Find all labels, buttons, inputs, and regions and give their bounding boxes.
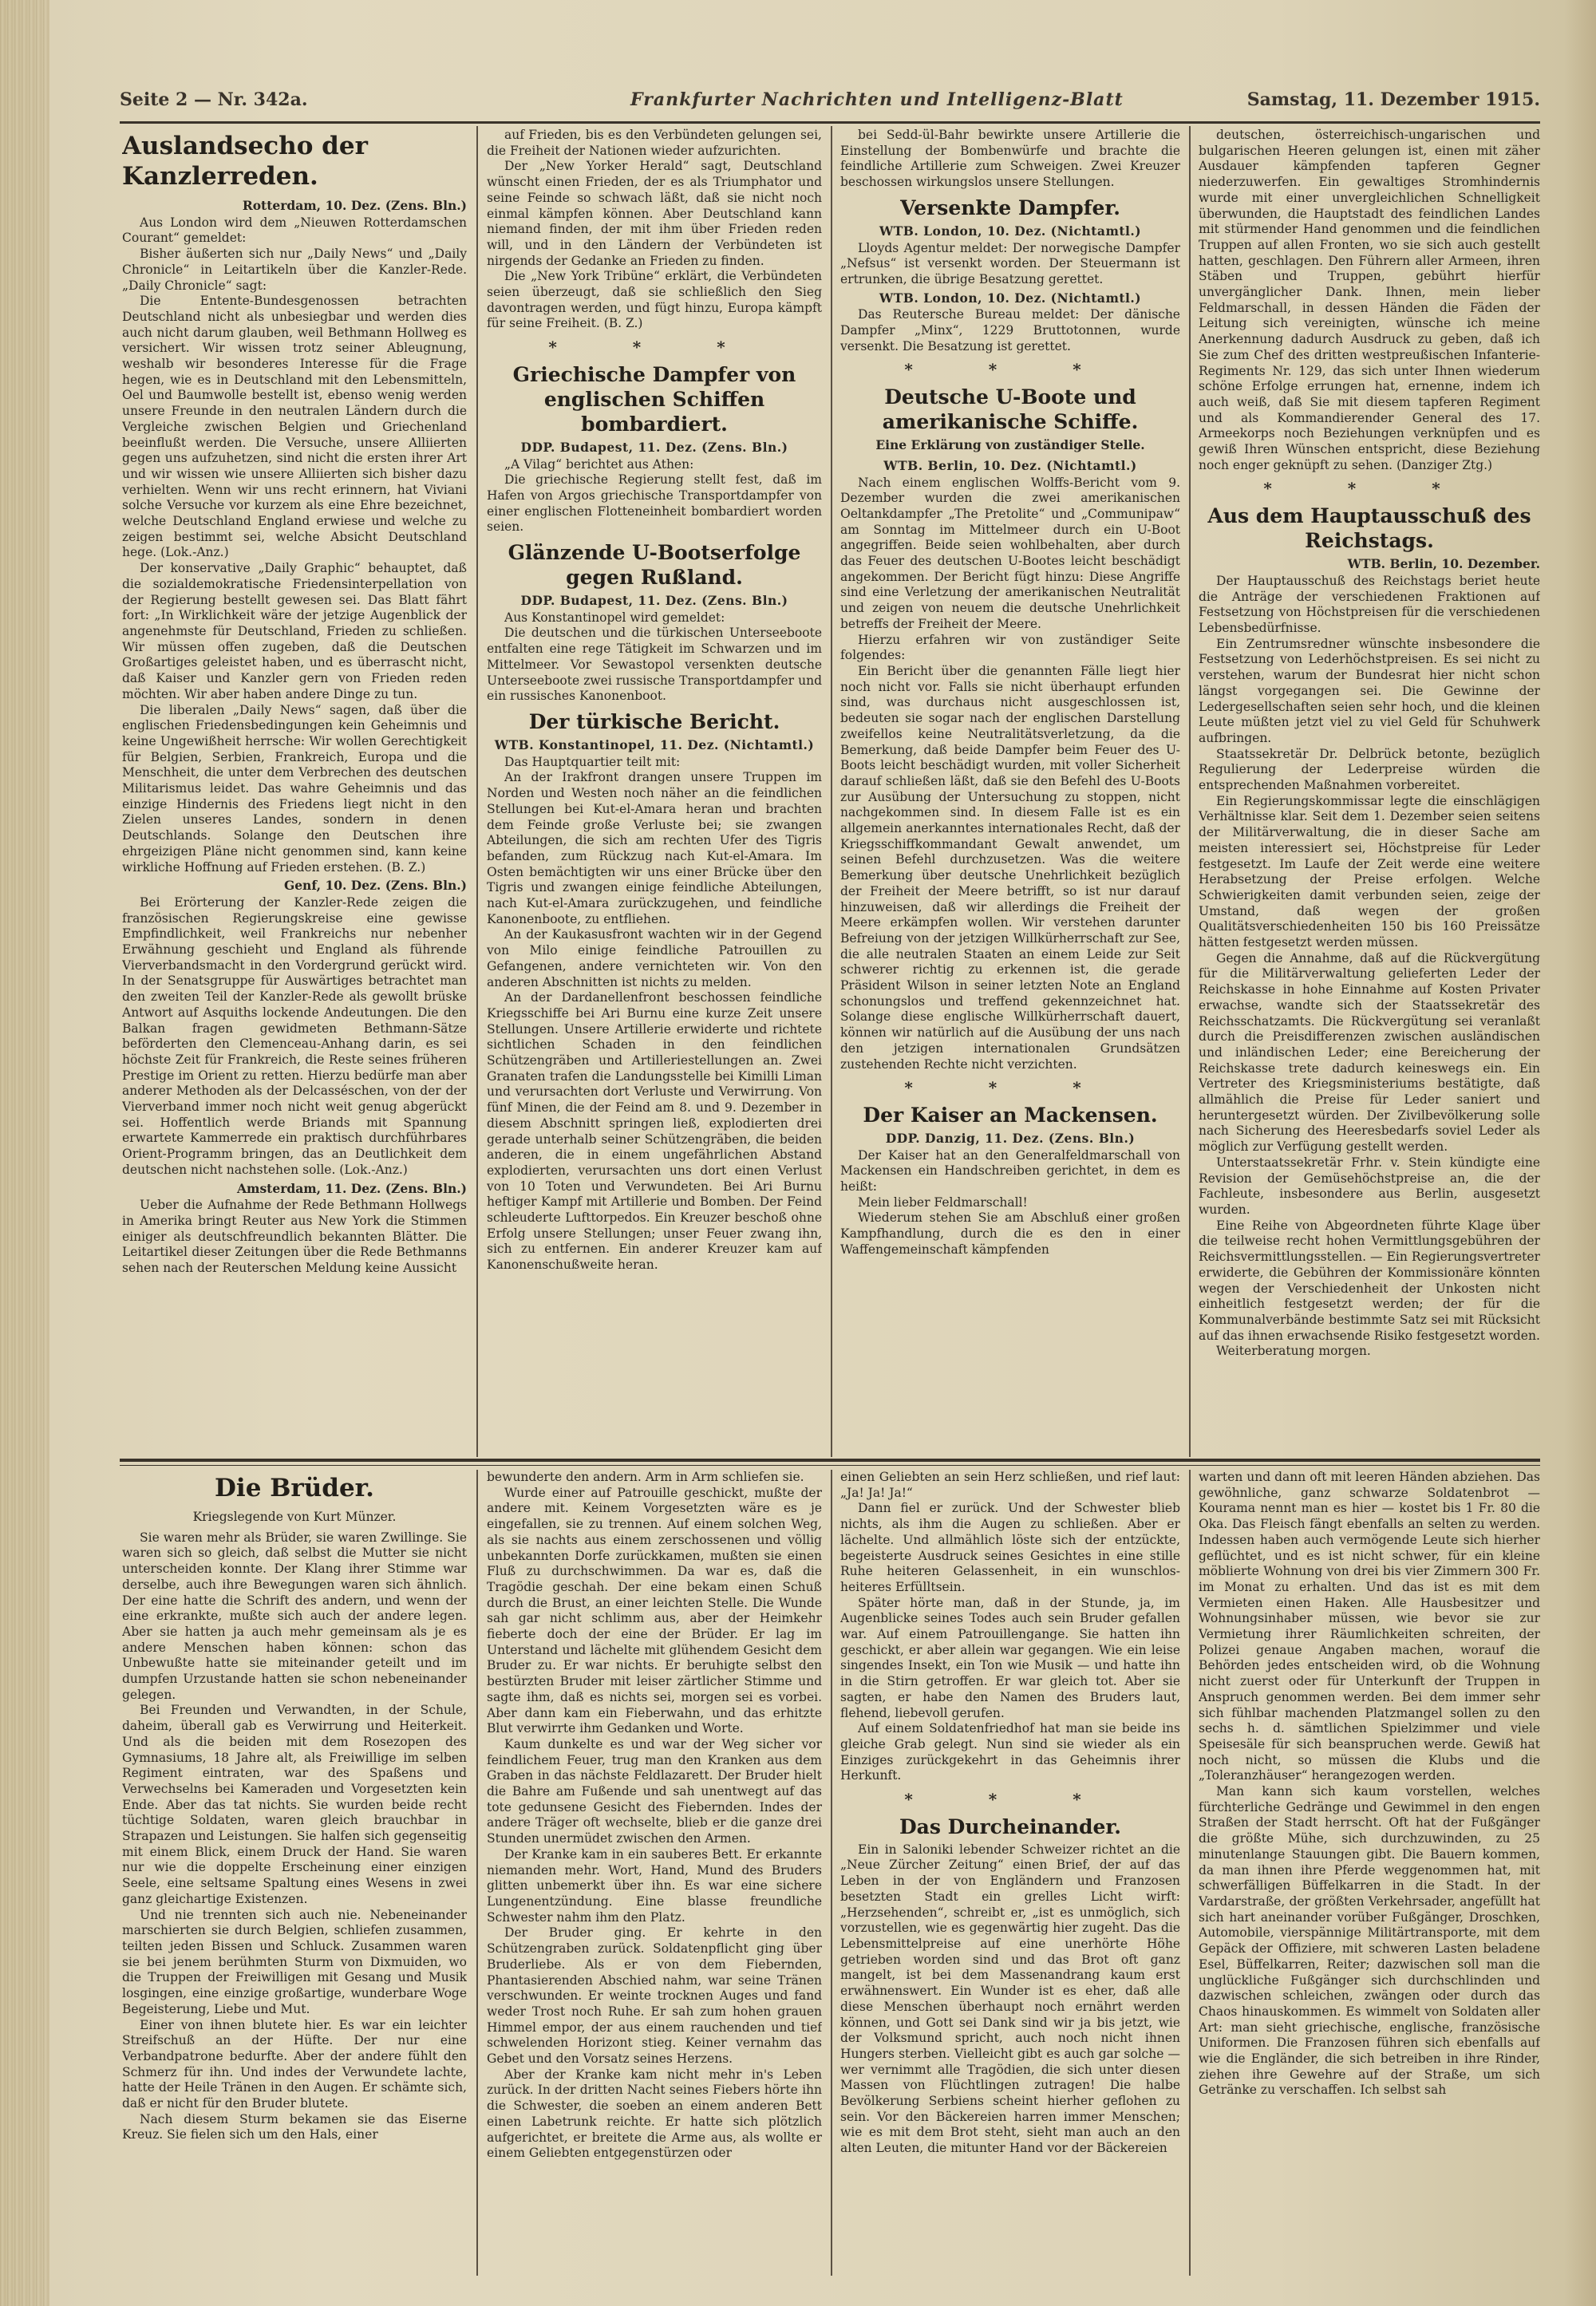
paragraph: Eine Reihe von Abgeordneten führte Klage über die teilweise recht hohen Vermittlungsgebühren der Reichsvermittlungsstellen. — Ein Regierungsvertreter erwiderte, die Gebühren der Kommissionäre könnten wegen der Verschiedenheit der Unkosten nicht einheitlich festgesetzt werden; der für die Kommunalverbände bestimmte Satz sei mit Rücksicht auf das ihnen erwachsende Risiko festgesetzt worden. [1199,1218,1540,1343]
article-column-4 [1199,128,1540,1456]
section-separator: * * * [904,1078,1116,1098]
section-separator: * * * [548,338,760,357]
paragraph: Später hörte man, daß in der Stunde, ja, im Augenblicke seines Todes auch sein Bruder gefallen war. Auf einem Patrouillengange. Sie hatten ihn geschickt, er aber allein war gegangen. Wie ein leise singendes Insekt, ein Ton wie Musik — und hatte ihn in die Stirn getroffen. Er war gleich tot. Aber sie sagten, er habe den Namen des Bruders laut, flehend, liebevoll gerufen. [840,1595,1180,1720]
paragraph: Bei Freunden und Verwandten, in der Schule, daheim, überall gab es Verwirrung und Heiterkeit. Und als die beiden mit dem Rosezopen des Gymnasiums, 18 Jahre alt, als Freiwillige im selben Regiment eintraten, war des Spaßens und Verwechselns bei Kameraden und Vorgesetzten kein Ende. Aber das tat nichts. Sie wurden beide recht tüchtige Soldaten, waren gleich brauchbar in Strapazen und Leistungen. Sie halfen sich gegenseitig mit einem Blick, einem Druck der Hand. Sie waren nur wie die doppelte Erscheinung einer einzigen Seele, eine seltsame Spaltung eines Wesens in zwei ganz gleichartige Existenzen. [122,1703,467,1906]
column-divider [1189,1470,1191,2276]
paragraph: Gegen die Annahme, daß auf die Rückvergütung für die Militärverwaltung gelieferten Leder der Reichskasse in hohe Einnahme auf Kosten Privater erwachse, wandte sich der Staatssekretär des Reichsschatzamts. Die Rückvergütung sei veranlaßt durch die Preisdifferenzen zwischen ausländischen und inländischen Leder; eine Bereicherung der Reichskasse trete dadurch keineswegs ein. Ein Vertreter des Kriegsministeriums bestätigte, daß allmählich die Preise für Leder saniert und heruntergesetzt würden. Der Zivilbevölkerung solle nach Sicherung des Heeresbedarfs soviel Leder als möglich zur Verfügung gestellt werden. [1199,950,1540,1155]
paragraph: Dann fiel er zurück. Und der Schwester blieb nichts, als ihm die Augen zu schließen. Aber er lächelte. Und allmählich löste sich der entzückte, begeisterte Ausdruck seines Gesichtes in eine stille Ruhe heiteren Gelassenheit, in ein wunschlos-heiteres Erfülltsein. [840,1501,1180,1594]
dateline: Genf, 10. Dez. (Zens. Bln.) [283,878,467,894]
paragraph: bewunderte den andern. Arm in Arm schliefen sie. [487,1470,804,1484]
section-separator: * * * [904,360,1116,380]
paragraph: Der Hauptausschuß des Reichstags beriet heute die Anträge der verschiedenen Fraktionen auf Festsetzung von Höchstpreisen für die verschiedenen Lebensbedürfnisse. [1199,573,1540,635]
feuilleton-rule [120,1459,1540,1462]
paragraph: bei Sedd-ül-Bahr bewirkte unsere Artillerie die Einstellung der Bombenwürfe und brachte die feindliche Artillerie zum Schweigen. Zwei Kreuzer beschossen wirkungslos unsere Stellungen. [840,128,1180,190]
column-divider [476,1470,478,2276]
article-column-1 [122,128,467,1456]
paragraph: Aus London wird dem „Nieuwen Rotterdamschen Courant“ gemeldet: [122,215,467,246]
page-number: Seite 2 — Nr. 342a. [120,89,308,110]
paragraph: Der Bruder ging. Er kehrte in den Schützengraben zurück. Soldatenpflicht ging über Bruderliebe. Als er von dem Fiebernden, Phantasierenden Abschied nahm, war seine Tränen verschwunden. Er weinte trocknen Auges und fand weder Trost noch Ruhe. Er sah zum hohen grauen Himmel empor, der aus einem rauchenden und tief schwelenden Horizont stieg. Keiner vernahm das Gebet und den Vorsatz seines Herzens. [487,1925,822,2067]
paragraph: Wurde einer auf Patrouille geschickt, mußte der andere mit. Keinem Vorgesetzten wäre es je eingefallen, sie zu trennen. Auf einem solchen Weg, als sie nachts aus einem zerschossenen und völlig unbekannten Dorfe zurückkamen, mußten sie einen Fluß zu durchschwimmen. Da war es, daß die Tragödie geschah. Der eine bekam einen Schuß durch die Brust, an einer leichten Stelle. Die Wunde sah gar nicht schlimm aus, aber der Heimkehr fieberte doch der eine der Brüder. Er lag im Unterstand und lächelte mit glühendem Gesicht dem Bruder zu. Er war nichts. Er beruhigte selbst den bestürzten Bruder mit leiser zärtlicher Stimme und sagte ihm, daß es nichts sei, morgen sei es vorbei. Aber dann kam ein Fieberwahn, und das erhitzte Blut verwirrte ihm Gedanken und Worte. [487,1485,822,1736]
paragraph: Weiterberatung morgen. [1216,1344,1371,1359]
paragraph: Ein Zentrumsredner wünschte insbesondere die Festsetzung von Lederhöchstpreisen. Es sei nicht zu verstehen, warum der Bundesrat hier nicht schon längst vorgegangen sei. Die Gewinne der Ledergesellschaften seien sehr hoch, und die kleinen Leute müßten jetzt viel zu viel Geld für Schuhwerk aufbringen. [1199,636,1540,745]
paragraph: Hierzu erfahren wir von zuständiger Seite folgendes: [840,632,1180,663]
dateline: WTB. Berlin, 10. Dez. (Nichtamtl.) [883,457,1137,473]
paragraph: Die „New York Tribüne“ erklärt, die Verbündeten seien überzeugt, daß sie schließlich den Sieg davontragen werden, und fügt hinzu, Europa kämpft für seine Freiheit. (B. Z.) [487,269,822,331]
article-title: Der türkische Bericht. [528,709,780,733]
paragraph: Und nie trennten sich auch nie. Nebeneinander marschierten sie durch Belgien, schliefen zusammen, teilten jeden Bissen und Schluck. Zusammen waren sie bei jenem berühmten Sturm von Dixmuiden, wo die Truppen der Freiwilligen mit Gesang und Musik losgingen, eine einzige großartige, wunderbare Woge Begeisterung, Liebe und Mut. [122,1907,467,2016]
paragraph: Man kann sich kaum vorstellen, welches fürchterliche Gedränge und Gewimmel in den engen Straßen der Stadt herrscht. Oft hat der Fußgänger die größte Mühe, sich durchzuwinden, zu 25 minutenlange Stauungen gibt. Die Bauern kommen, da man ihnen ihre Pferde weggenommen hat, mit schwerfälligen Büffelkarren in die Stadt. In der Vardarstraße, der größten Verkehrsader, angefüllt hat sich hart aneinander vorüber Fußgänger, Droschken, Automobile, vierspännige Militärtransporte, mit dem Gepäck der Offiziere, mit schweren Lasten beladene Esel, Büffelkarren, Reiter; dazwischen soll man die unglückliche Fußgänger sich durchschlinden und dazwischen schleichen, zwängen oder durch das Chaos hinauskommen. Es wimmelt von Soldaten aller Art: man sieht griechische, englische, französische Uniformen. Die Franzosen führen sich ebenfalls auf wie die Engländer, die sich betreiben in ihre Rinder, ziehen ihre Gewehre auf der Straße, um sich Getränke zu verschaffen. Ich selbst sah [1199,1784,1540,2098]
paragraph: Mein lieber Feldmarschall! [858,1194,1028,1210]
paragraph: Die Entente-Bundesgenossen betrachten Deutschland nicht als unbesiegbar und werden dies auch nicht darum glauben, weil Bethmann Hollweg es versichert. Wir wissen trotz seiner Ableugnung, weshalb wir besonderes Interesse für die Frage hegen, wie es in Deutschland mit den Lebensmitteln, Oel und Baumwolle bestellt ist, ebenso wenig werden unsere Freunde in den neutralen Ländern durch die Vergleiche zwischen Belgien und Griechenland beeinflußt werden. Die Versuche, unsere Alliierten gegen uns aufzuhetzen, sind nicht die ersten ihrer Art und wir wissen wie unsere Alliierten sich bisher dazu verhielten. Wenn wir uns recht erinnern, hat Viviani solche Versuche vor kurzem als eine Ehre bezeichnet, welche Deutschland England erwiese und welche zu zeigen bestimmt sei, welche Absicht Deutschland hege. (Lok.-Anz.) [122,294,467,560]
dateline: WTB. London, 10. Dez. (Nichtamtl.) [879,223,1142,239]
header-rule [120,121,1540,124]
paragraph: Nach einem englischen Wolffs-Bericht vom 9. Dezember wurden die zwei amerikanischen Oeltankdampfer „The Pretolite“ und „Communipaw“ am Sonntag im Mittelmeer durch ein U-Boot angegriffen. Beide seien wohlbehalten, aber durch das Feuer des deutschen U-Bootes leicht beschädigt angekommen. Der Bericht fügt hinzu: Diese Angriffe sind eine Verletzung der amerikanischen Neutralität und zeigen von neuem die deutsche Unehrlichkeit betreffs der Freiheit der Meere. [840,475,1180,631]
paragraph: Auf einem Soldatenfriedhof hat man sie beide ins gleiche Grab gelegt. Nun sind sie wieder als ein Einziges zurückgekehrt in das Geheimnis ihrer Herkunft. [840,1721,1180,1783]
article-title: Versenkte Dampfer. [900,195,1120,219]
column-divider [1189,126,1191,1457]
article-title: Deutsche U-Boote und amerikanische Schiffe. [882,385,1139,434]
paragraph: Die griechische Regierung stellt fest, daß im Hafen von Argos griechische Transportdampfer von einer englischen Flotteneinheit bombardiert worden seien. [487,472,822,535]
paragraph: warten und dann oft mit leeren Händen abziehen. Das gewöhnliche, ganz schwarze Soldatenbrot — Kourama nennt man es hier — kostet bis 1 Fr. 80 die Oka. Das Fleisch fängt ebenfalls an selten zu werden. Indessen haben auch vermögende Leute sich hierher geflüchtet, und es ist nicht schwer, für ein kleine möblierte Wohnung von drei bis vier Zimmern 300 Fr. im Monat zu erhalten. Und das ist es mit dem Vermieten einen Haken. Alle Hausbesitzer und Wohnungsinhaber müssen, wie bevor sie zur Vermietung ihrer Räumlichkeiten schreiten, der Polizei genaue Angaben machen, worauf die Behörden jedes entscheiden wird, ob die Wohnung nicht zuerst oder für Unterkunft der Truppen in Anspruch genommen werden. Bei dem immer sehr sich fühlbar machenden Platzmangel sollen zu den sechs h. d. sämtlichen Spielzimmer und viele Speisesäle für sich beanspruchen werde. Gewiß hat noch nicht, so müssen die Klubs und die „Toleranzhäuser“ herangezogen werden. [1199,1470,1540,1783]
section-separator: * * * [1263,479,1476,499]
section-separator: * * * [904,1790,1116,1810]
paragraph: Ein Regierungskommissar legte die einschlägigen Verhältnisse klar. Seit dem 1. Dezember seien seitens der Militärverwaltung, die in dieser Sache am meisten interessiert sei, Höchstpreise für Leder festgesetzt. Im Laufe der Zeit werde eine weitere Herabsetzung der Preise erfolgen. Welche Schwierigkeiten damit verbunden seien, zeige der Umstand, daß wegen der großen Qualitätsverschiedenheiten 150 bis 160 Preissätze hätten festgesetzt werden müssen. [1199,793,1540,950]
article-title: Der Kaiser an Mackensen. [863,1103,1158,1127]
paragraph: Der Kranke kam in ein sauberes Bett. Er erkannte niemanden mehr. Wort, Hand, Mund des Bruders glitten unbemerkt über ihn. Es war eine sichere Lungenentzündung. Eine blasse freundliche Schwester nahm ihm den Platz. [487,1846,822,1925]
paragraph: Das Reutersche Bureau meldet: Der dänische Dampfer „Minx“, 1229 Bruttotonnen, wurde versenkt. Die Besatzung ist gerettet. [840,307,1180,353]
paragraph: Aus Konstantinopel wird gemeldet: [504,610,725,625]
paragraph: Wiederum stehen Sie am Abschluß einer großen Kampfhandlung, durch die es den in einer Waffengemeinschaft kämpfenden [840,1210,1180,1257]
article-title: Auslandsecho der Kanzlerreden. [122,132,368,191]
paragraph: Die liberalen „Daily News“ sagen, daß über die englischen Friedensbedingungen kein Geheimnis und keine Ungewißheit herrsche: Wir wollen Gerechtigkeit für Belgien, Serbien, Frankreich, Europa und die Menschheit, die unter dem Verbrechen des deutschen Militarismus leidet. Das wahre Geheimnis und das einzige Hindernis des Friedens liegt nicht in den Zielen unseres Landes, sondern in denen Deutschlands. Solange den Deutschen ihre ehrgeizigen Pläne nicht genommen sind, kann keine wirkliche Hoffnung auf Frieden erstehen. (B. Z.) [122,702,467,875]
paragraph: deutschen, österreichisch-ungarischen und bulgarischen Heeren gelungen ist, einen mit zäher Ausdauer kämpfenden tapferen Gegner niederzuwerfen. Ein gewaltiges Stromhindernis wurde mit einer unvergleichlichen Schnelligkeit überwunden, die Hauptstadt des feindlichen Landes mit stürmender Hand genommen und die feindlichen Truppen auf allen Fronten, wo sie sich auch gestellt hatten, geschlagen. Den Führern aller Armeen, ihren Stäben und Truppen, gebührt hierfür unvergänglicher Dank. Ihnen, mein lieber Feldmarschall, in dessen Händen die Fäden der Leitung sich vereinigten, wünsche ich meine Anerkennung dadurch Ausdruck zu geben, daß ich Sie zum Chef des dritten westpreußischen Infanterie-Regiments Nr. 129, das sich unter Ihnen wiederum schöne Erfolge errungen hat, ernenne, indem ich auch weiß, daß Sie mit diesem tapferen Regiment und als Kommandierender General des 17. Armeekorps noch Beziehungen verknüpfen und es gewiß Ihren Wünschen entspricht, diese Beziehung noch enger geknüpft zu sehen. (Danziger Ztg.) [1199,128,1540,472]
paragraph: Der konservative „Daily Graphic“ behauptet, daß die sozialdemokratische Friedensinterpellation von der Regierung bestellt gewesen sei. Das Blatt fährt fort: „In Wirklichkeit wäre der jetzige Augenblick der angenehmste für Deutschland, Frieden zu schließen. Wir müssen offen zugeben, daß die Deutschen Großartiges geleistet haben, und es überrascht nicht, daß Kaiser und Kanzler gern von Frieden reden möchten. Wir aber haben andere Dinge zu tun. [122,561,467,701]
paragraph: Nach diesem Sturm bekamen sie das Eiserne Kreuz. Sie fielen sich um den Hals, einer [122,2111,467,2142]
column-divider [831,1470,832,2276]
article-title: Das Durcheinander. [899,1814,1121,1838]
paragraph: Unterstaatssekretär Frhr. v. Stein kündigte eine Revision der Gemüsehöchstpreise an, die der Fachleute, insbesondere aus Berlin, ausgesetzt wurden. [1199,1155,1540,1217]
article-title: Griechische Dampfer von englischen Schiffen bombardiert. [512,362,796,436]
feuilleton-column-4 [1199,1470,1540,2276]
paragraph: Einer von ihnen blutete hier. Es war ein leichter Streifschuß an der Hüfte. Der nur eine Verbandpatrone bedurfte. Aber der andere fühlt den Schmerz für ihn. Und indes der Verwundete lachte, hatte der Heile Tränen in den Augen. Er schämte sich, daß er nicht für den Bruder blutete. [122,2017,467,2111]
feuilleton-column-2 [487,1470,822,2276]
paragraph: Ein in Saloniki lebender Schweizer richtet an die „Neue Zürcher Zeitung“ einen Brief, der auf das Leben in der von Engländern und Franzosen besetzten Stadt ein grelles Licht wirft: „Herzsehenden“, schreibt er, „ist es unmöglich, sich vorzustellen, wie es gegenwärtig hier zugeht. Das die Lebensmittelpreise auf eine unerhörte Höhe getrieben worden sind und das Brot oft ganz mangelt, ist bei dem Massenandrang kaum erst erwähnenswert. Ein Wunder ist es eher, daß alle diese Menschen überhaupt noch ernährt werden können, und Gott sei Dank sind wir ja bis jetzt, wie der Volksmund spricht, auch noch nicht ihnen Hungers sterben. Vielleicht gibt es auch gar solche — wer vernimmt alle Tragödien, die sich unter diesen Massen von Flüchtlingen zutragen! Die halbe Bevölkerung Serbiens scheint hierher geflohen zu sein. Vor den Bäckereien harren immer Menschen; wie es mit dem Brot steht, sieht man auch an den alten Leuten, die mitunter Hand vor der Bäckereien [840,1842,1180,2156]
story-title: Die Brüder. [215,1474,374,1502]
page-binding-edge [0,0,49,2306]
dateline: DDP. Budapest, 11. Dez. (Zens. Bln.) [520,593,788,609]
column-divider [831,126,832,1457]
paragraph: Staatssekretär Dr. Delbrück betonte, bezüglich Regulierung der Lederpreise würden die entsprechenden Maßnahmen vorbereitet. [1199,746,1540,793]
dateline: Amsterdam, 11. Dez. (Zens. Bln.) [237,1180,467,1196]
article-title: Aus dem Hauptausschuß des Reichstags. [1207,504,1531,553]
paragraph: An der Dardanellenfront beschossen feindliche Kriegsschiffe bei Ari Burnu eine kurze Zeit unsere Stellungen. Unsere Artillerie erwiderte und richtete sichtlichen Schaden in den feindlichen Schützengräben und Artilleriestellungen an. Zwei Granaten trafen die Landungsstelle bei Kimilli Liman und verursachten dort Verluste und Verwirrung. Von fünf Minen, die der Feind am 8. und 9. Dezember in diesem Abschnitt springen ließ, explodierten drei gerade unterhalb seiner Schützengräben, die beiden anderen, die in einem ungefährlichen Abstand explodierten, verursachten uns dort einen Verlust von 10 Toten und Verwundeten. Bei Ari Burnu heftiger Kampf mit Artillerie und Bomben. Der Feind schleuderte Lufttorpedos. Ein Kreuzer beschoß ohne Erfolg unsere Stellungen; unser Feuer zwang ihn, sich zu entfernen. Ein anderer Kreuzer kam auf Kanonenschußweite heran. [487,990,822,1273]
paragraph: Der „New Yorker Herald“ sagt, Deutschland wünscht einen Frieden, der es als Triumphator und seine Feinde so schwach läßt, daß sie nicht noch einmal kämpfen können. Aber Deutschland kann niemand finden, der mit ihm über Frieden reden will, und in den Ländern der Verbündeten ist nirgends der Gedanke an Frieden zu finden. [487,159,822,268]
paragraph: Die deutschen und die türkischen Unterseeboote entfalten eine rege Tätigkeit im Schwarzen und im Mittelmeer. Vor Sewastopol versenkten deutsche Unterseeboote zwei russische Transportdampfer und ein russisches Kanonenboot. [487,626,822,704]
paragraph: auf Frieden, bis es den Verbündeten gelungen sei, die Freiheit der Nationen wieder aufzurichten. [487,128,822,158]
column-divider [476,126,478,1457]
page-header [120,86,1540,118]
dateline: WTB. London, 10. Dez. (Nichtamtl.) [879,290,1142,306]
article-title: Glänzende U-Bootserfolge gegen Rußland. [508,541,801,590]
paragraph: Aber der Kranke kam nicht mehr in's Leben zurück. In der dritten Nacht seines Fiebers hörte ihn die Schwester, die soeben an einem anderen Bett einen Labetrunk reichte. Er hatte sich plötzlich aufgerichtet, er breitete die Arme aus, als wollte er einem Geliebten entgegenstürzen oder [487,2067,822,2161]
feuilleton-column-1 [122,1470,467,2276]
dateline: Rotterdam, 10. Dez. (Zens. Bln.) [242,198,467,213]
paragraph: einen Geliebten an sein Herz schließen, und rief laut: „Ja! Ja! Ja!“ [840,1470,1180,1500]
paragraph: An der Kaukasusfront wachten wir in der Gegend von Milo einige feindliche Patrouillen zu Gefangenen, andere vernichteten wir. Von den anderen Abschnitten ist nichts zu melden. [487,927,822,989]
dateline: DDP. Danzig, 11. Dez. (Zens. Bln.) [885,1130,1136,1146]
article-column-3 [840,128,1180,1456]
paragraph: Das Hauptquartier teilt mit: [504,754,681,769]
paragraph: Bisher äußerten sich nur „Daily News“ und „Daily Chronicle“ in Leitartikeln über die Kanzler-Rede. „Daily Chronicle“ sagt: [122,247,467,293]
masthead-title: Frankfurter Nachrichten und Intelligenz-Blatt [630,89,1124,110]
dateline: WTB. Berlin, 10. Dezember. [1347,556,1540,572]
paragraph: Der Kaiser hat an den Generalfeldmarschall von Mackensen ein Handschreiben gerichtet, in dem es heißt: [840,1147,1180,1194]
feuilleton-rule-thin [120,1465,1540,1466]
paragraph: Ueber die Aufnahme der Rede Bethmann Hollwegs in Amerika bringt Reuter aus New York die Stimmen einiger als deutschfreundlich bekannten Blätter. Die Leitartikel dieser Zeitungen über die Rede Bethmanns sehen nach der Reuterschen Meldung keine Aussicht [122,1198,467,1276]
paragraph: An der Irakfront drangen unsere Truppen im Norden und Westen noch näher an die feindlichen Stellungen bei Kut-el-Amara heran und brachten dem Feinde große Verluste bei; sie zwangen Abteilungen, die sich am rechten Ufer des Tigris befanden, zum Rückzug nach Kut-el-Amara. Im Osten bemächtigten wir uns einer Brücke über den Tigris und zwangen einige feindliche Abteilungen, nach Kut-el-Amara zurückzugehen, und feindliche Kanonenboote, zu entfliehen. [487,770,822,926]
issue-date: Samstag, 11. Dezember 1915. [1246,89,1540,110]
paragraph: Kaum dunkelte es und war der Weg sicher vor feindlichem Feuer, trug man den Kranken aus dem Graben in das nächste Feldlazarett. Der Bruder hielt die Bahre am Fußende und sah unentwegt auf das tote gedunsene Gesicht des Fiebernden. Indes der andere Träger oft wechselte, blieb er die ganze drei Stunden unermüdet zwischen den Armen. [487,1736,822,1846]
article-column-2 [487,128,822,1456]
story-byline: Kriegslegende von Kurt Münzer. [192,1510,397,1524]
paragraph: Ein Bericht über die genannten Fälle liegt hier noch nicht vor. Falls sie nicht überhaupt erfunden sind, was durchaus nicht ausgeschlossen ist, bedeuten sie sogar nach der englischen Darstellung zweifellos keine Neutralitätsverletzung, da die Bemerkung, daß beide Dampfer beim Feuer des U-Boots leicht beschädigt wurden, mit voller Sicherheit darauf schließen läßt, daß sie den Befehl des U-Boots zur Ausübung der Untersuchung zu stoppen, nicht nachgekommen sind. In diesem Falle ist es ein allgemein anerkanntes internationales Recht, daß der Kriegsschiffkommandant Gewalt anwendet, um seinen Befehl durchzusetzen. Was die weitere Bemerkung über deutsche Unehrlichkeit bezüglich der Freiheit der Meere betrifft, so ist nur darauf hinzuweisen, daß wir allerdings die Freiheit der Meere erkämpfen wollen. Wir verstehen darunter Befreiung von der jetzigen Willkürherrschaft zur See, die alle neutralen Staaten an einem Leide zur Seit schwerer richtig zu erkennen ist, die gerade Präsident Wilson in seiner letzten Note an England schonungslos und treffend gekennzeichnet hat. Solange diese englische Willkürherrschaft dauert, können wir natürlich auf die Ausübung der uns nach den jetzigen internationalen Grundsätzen zustehenden Rechte nicht verzichten. [840,663,1180,1072]
article-subtitle: Eine Erklärung von zuständiger Stelle. [875,437,1145,453]
feuilleton-column-3 [840,1470,1180,2276]
paragraph: Sie waren mehr als Brüder, sie waren Zwillinge. Sie waren sich so gleich, daß selbst die Mutter sie nicht unterscheiden konnte. Der Klang ihrer Stimme war derselbe, auch ihre Bewegungen waren sich ähnlich. Der eine hatte die Schrift des andern, und wenn der eine erkrankte, mußte sich auch der andere legen. Aber sie hatten ja auch mehr gemeinsam als je es andere Menschen haben können: schon das Unbewußte hatte sie miteinander geteilt und im dumpfen Urzustande hatten sie schon nebeneinander gelegen. [122,1530,467,1702]
paragraph: Lloyds Agentur meldet: Der norwegische Dampfer „Nefsus“ ist versenkt worden. Der Steuermann ist ertrunken, die übrige Besatzung gerettet. [840,240,1180,286]
dateline: WTB. Konstantinopel, 11. Dez. (Nichtamtl.) [494,736,815,752]
paragraph: „A Vilag“ berichtet aus Athen: [504,456,694,472]
paragraph: Bei Erörterung der Kanzler-Rede zeigen die französischen Regierungskreise eine gewisse Empfindlichkeit, weil Frankreichs nur nebenher Erwähnung geschieht und England als führende Vierverbandsmacht in den Vordergrund gerückt wird. In der Senatsgruppe für Auswärtiges betrachtet man den zweiten Teil der Kanzler-Rede als gewollt brüske Antwort auf Asquiths lockende Andeutungen. Die den Balkan fragen gewidmeten Bethmann-Sätze beförderten den Clemenceau-Anhang darin, es sei höchste Zeit für Frankreich, die Reste seines früheren Prestige im Orient zu retten. Hierzu bedürfe man aber anderer Methoden als der Delcasséschen, von der der Vierverband immer noch nicht weit genug abgerückt sei. Hoffentlich werde Briands mit Spannung erwartete Kammerrede ein praktisch durchführbares Orient-Programm bringen, das an Deutlichkeit dem deutschen nicht nachstehen solle. (Lok.-Anz.) [122,894,467,1177]
dateline: DDP. Budapest, 11. Dez. (Zens. Bln.) [520,439,788,455]
